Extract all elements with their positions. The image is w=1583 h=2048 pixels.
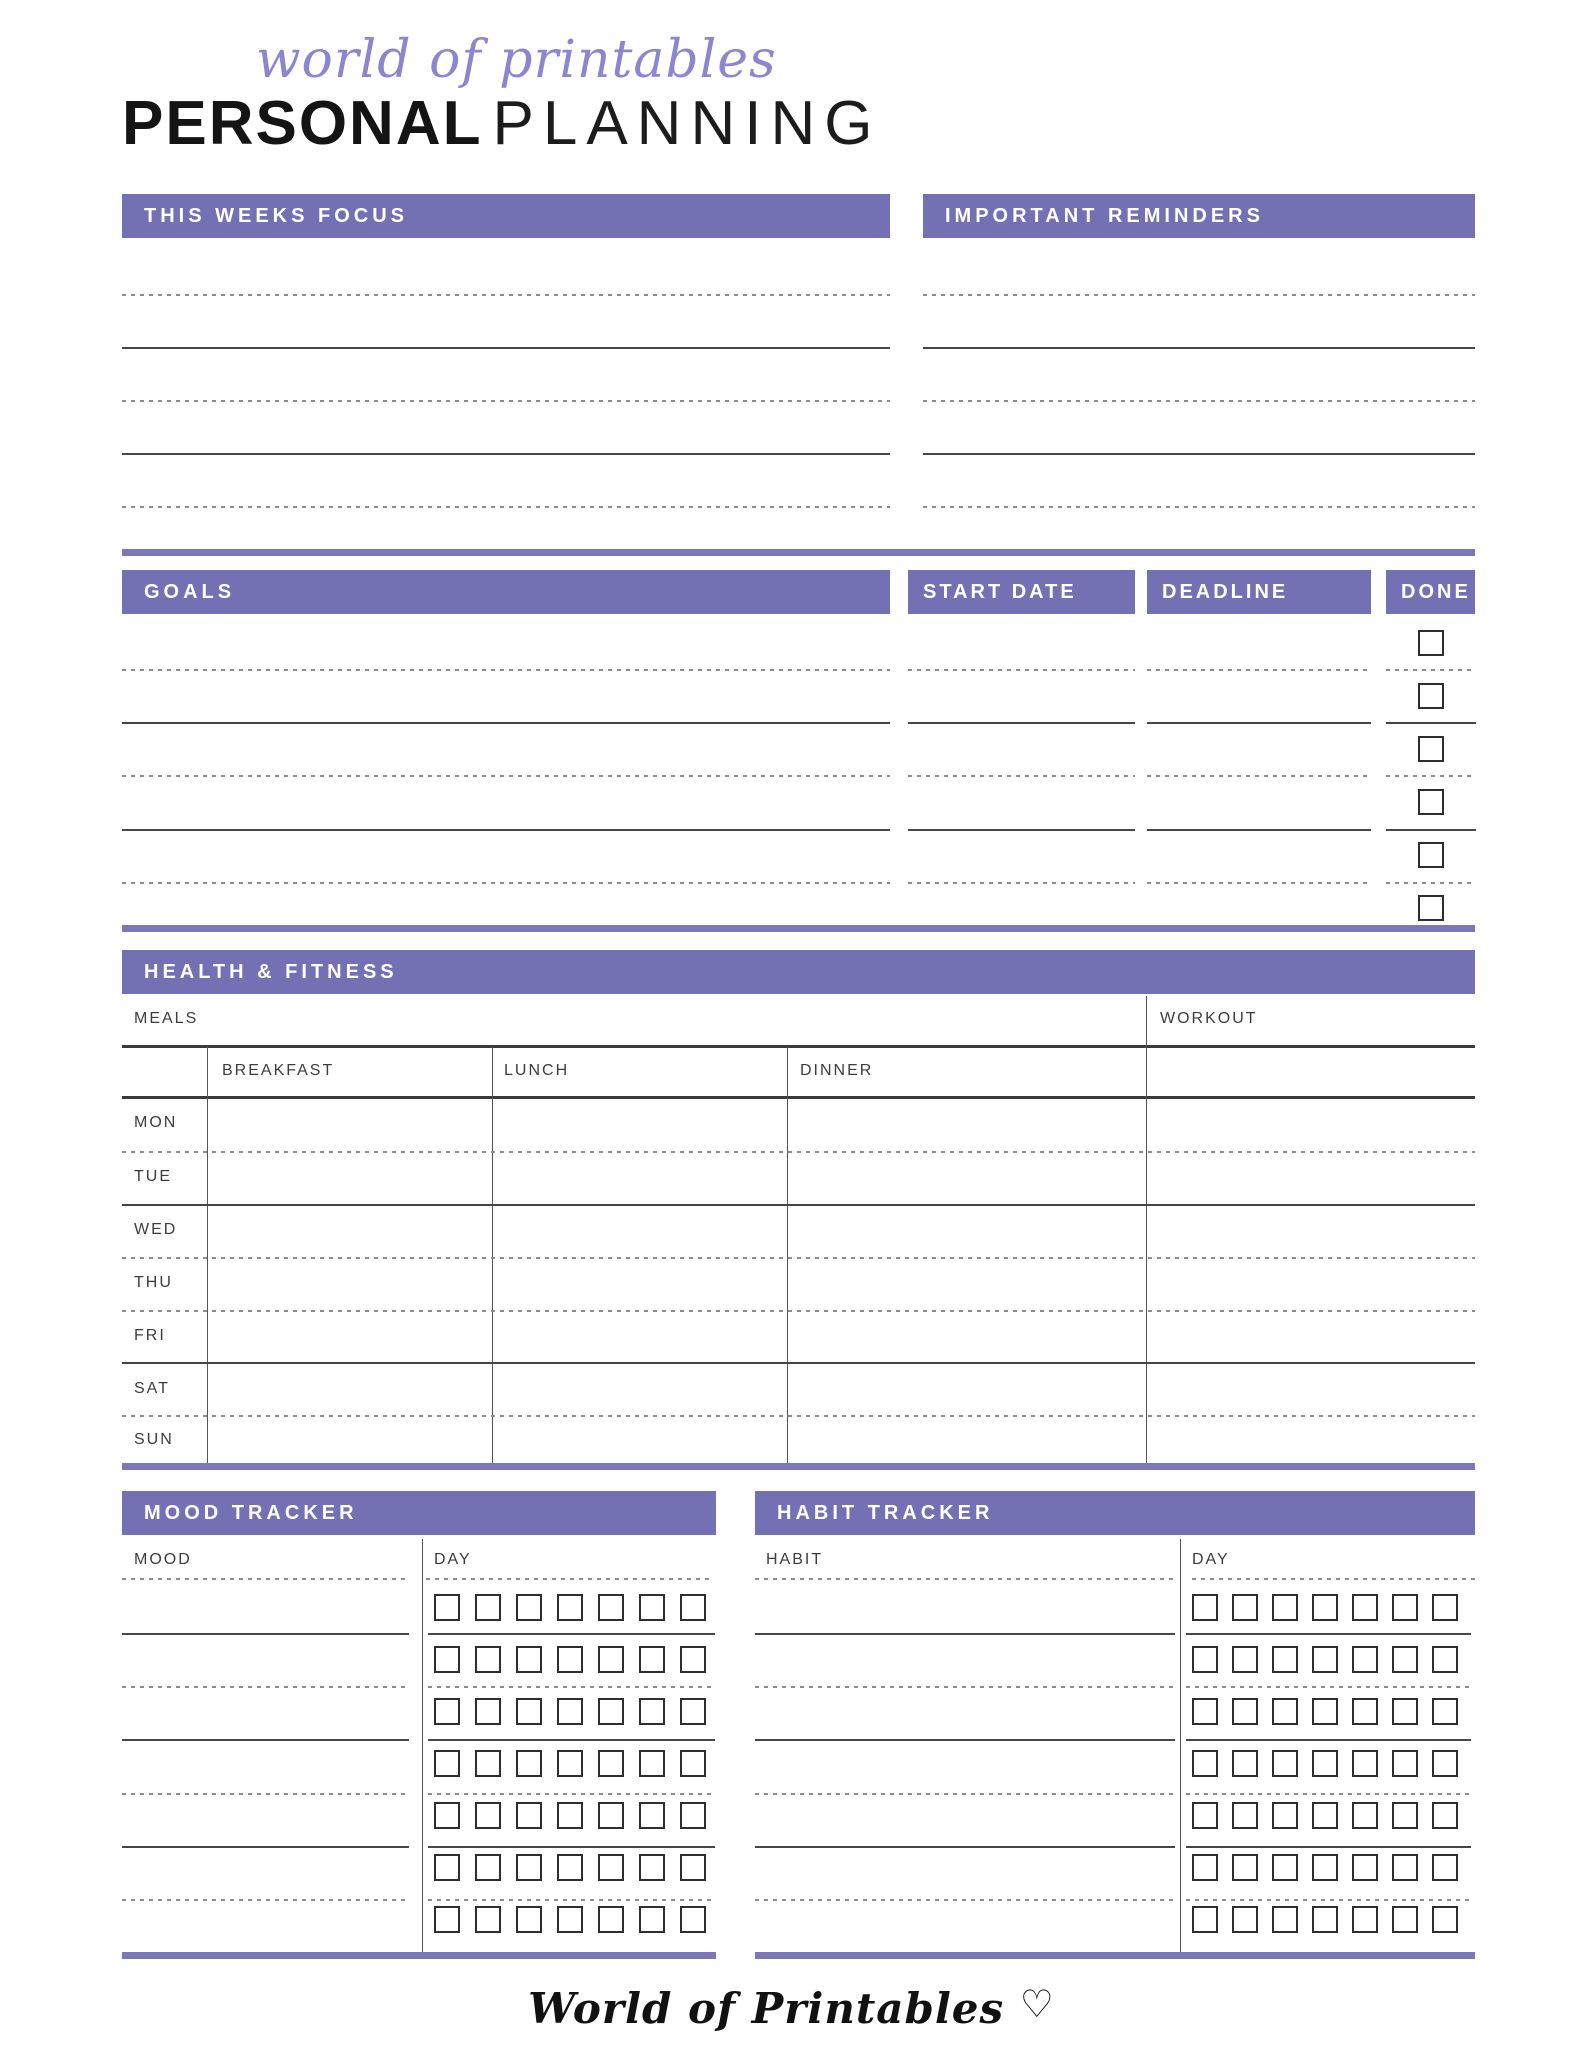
mood-day-checkbox[interactable]: [557, 1906, 583, 1933]
meal-table-header-border: [122, 1096, 1475, 1099]
habit-tracker-bottom-rule: [755, 1952, 1475, 1959]
habit-day-checkbox[interactable]: [1232, 1906, 1258, 1933]
habit-checkbox-row: [1192, 1646, 1458, 1673]
habit-day-checkbox[interactable]: [1432, 1854, 1458, 1881]
mood-day-checkbox[interactable]: [516, 1646, 542, 1673]
habit-writing-line: [755, 1633, 1175, 1635]
focus-line-row: [122, 506, 1475, 508]
meal-row-separator: [122, 1204, 1475, 1206]
habit-checkbox-row: [1192, 1906, 1458, 1933]
mood-checkbox-row: [434, 1646, 706, 1673]
habit-day-checkbox[interactable]: [1312, 1802, 1338, 1829]
focus-writing-line: [122, 400, 890, 402]
goal-row-line: [122, 775, 1476, 777]
meal-row-separator: [122, 1151, 1475, 1153]
habit-writing-line: [755, 1846, 1175, 1848]
focus-line-row: [122, 453, 1475, 455]
habit-day-checkbox[interactable]: [1392, 1854, 1418, 1881]
reminders-writing-line: [923, 347, 1475, 349]
habit-writing-line: [755, 1739, 1175, 1741]
mood-day-checkbox[interactable]: [434, 1594, 460, 1621]
mood-day-underline: [426, 1578, 714, 1580]
footer-brand-text: World of Printables: [528, 1984, 1005, 2033]
mood-day-checkbox[interactable]: [557, 1750, 583, 1777]
mood-day-checkbox[interactable]: [680, 1594, 706, 1621]
deadline-column-header: DEADLINE: [1147, 570, 1371, 614]
goal-writing-line: [122, 722, 890, 724]
workout-label: WORKOUT: [1160, 1010, 1258, 1027]
habit-day-checkbox[interactable]: [1232, 1802, 1258, 1829]
mood-day-checkbox[interactable]: [680, 1750, 706, 1777]
meal-row-separator: [122, 1415, 1475, 1417]
goal-writing-line: [122, 775, 890, 777]
goal-writing-line: [122, 829, 890, 831]
habit-tracker-header: HABIT TRACKER: [755, 1491, 1475, 1535]
page-title: [122, 88, 881, 159]
mood-checkbox-row: [434, 1906, 706, 1933]
deadline-writing-line: [1147, 882, 1371, 884]
deadline-writing-line: [1147, 829, 1371, 831]
mood-day-checkbox[interactable]: [639, 1854, 665, 1881]
mood-day-checkbox[interactable]: [475, 1906, 501, 1933]
meal-row-line: [122, 1362, 1475, 1364]
done-checkbox[interactable]: [1418, 842, 1444, 868]
mood-day-checkbox[interactable]: [598, 1906, 624, 1933]
mood-writing-line: [122, 1633, 409, 1635]
habit-day-underline: [1192, 1578, 1475, 1580]
habit-day-checkbox[interactable]: [1272, 1646, 1298, 1673]
mood-day-checkbox[interactable]: [434, 1854, 460, 1881]
focus-writing-line: [122, 294, 890, 296]
habit-day-checkbox[interactable]: [1392, 1698, 1418, 1725]
focus-line-row: [122, 294, 1475, 296]
mood-checkbox-row: [434, 1802, 706, 1829]
habit-day-checkbox[interactable]: [1352, 1698, 1378, 1725]
section-divider-rule: [122, 549, 1475, 556]
done-checkbox[interactable]: [1418, 736, 1444, 762]
meal-row-separator: [122, 1310, 1475, 1312]
habit-day-checkbox[interactable]: [1392, 1594, 1418, 1621]
habit-day-checkbox[interactable]: [1352, 1802, 1378, 1829]
mood-day-checkbox[interactable]: [598, 1594, 624, 1621]
habit-underline: [755, 1578, 1177, 1580]
habit-day-checkbox[interactable]: [1272, 1594, 1298, 1621]
focus-writing-line: [122, 453, 890, 455]
health-section-header: HEALTH & FITNESS: [122, 950, 1475, 994]
habit-day-checkbox[interactable]: [1192, 1854, 1218, 1881]
breakfast-column-label: BREAKFAST: [222, 1062, 335, 1079]
habit-day-checkbox[interactable]: [1232, 1750, 1258, 1777]
mood-day-checkbox[interactable]: [516, 1906, 542, 1933]
mood-day-checkbox[interactable]: [639, 1802, 665, 1829]
reminders-writing-line: [923, 453, 1475, 455]
goal-writing-line: [122, 669, 890, 671]
mood-day-checkbox[interactable]: [598, 1750, 624, 1777]
meal-row-line: [122, 1310, 1475, 1312]
mood-tracker-vertical-divider: [422, 1539, 423, 1952]
heart-icon: ♡: [1019, 1982, 1055, 2026]
meal-table-vertical-divider: [787, 1047, 788, 1463]
habit-day-checkbox[interactable]: [1432, 1750, 1458, 1777]
section-divider-rule: [122, 1463, 1475, 1470]
mood-day-checkbox-grid: [434, 1594, 706, 1933]
habit-day-checkbox[interactable]: [1192, 1906, 1218, 1933]
goal-row-line: [122, 722, 1476, 724]
focus-writing-line: [122, 506, 890, 508]
reminders-writing-line: [923, 506, 1475, 508]
habit-day-checkbox-grid: [1192, 1594, 1458, 1933]
habit-day-checkbox[interactable]: [1352, 1594, 1378, 1621]
habit-checkbox-row: [1192, 1698, 1458, 1725]
mood-day-checkbox[interactable]: [557, 1594, 583, 1621]
mood-day-checkbox[interactable]: [475, 1750, 501, 1777]
mood-day-checkbox[interactable]: [557, 1802, 583, 1829]
mood-day-checkbox[interactable]: [639, 1698, 665, 1725]
habit-day-checkbox[interactable]: [1312, 1646, 1338, 1673]
focus-line-row: [122, 400, 1475, 402]
habit-day-checkbox[interactable]: [1352, 1646, 1378, 1673]
habit-day-checkbox[interactable]: [1192, 1802, 1218, 1829]
habit-checkbox-row: [1192, 1802, 1458, 1829]
start-date-writing-line: [908, 829, 1135, 831]
mood-underline: [122, 1578, 409, 1580]
page-title-light: PLANNING: [492, 89, 882, 158]
habit-day-checkbox[interactable]: [1312, 1906, 1338, 1933]
mood-day-checkbox[interactable]: [516, 1750, 542, 1777]
mood-writing-line: [122, 1846, 409, 1848]
mood-day-checkbox[interactable]: [680, 1906, 706, 1933]
mood-day-checkbox[interactable]: [516, 1698, 542, 1725]
mood-day-checkbox[interactable]: [475, 1698, 501, 1725]
goal-row-line: [122, 882, 1476, 884]
habit-day-checkbox[interactable]: [1192, 1594, 1218, 1621]
mood-day-checkbox[interactable]: [516, 1854, 542, 1881]
deadline-writing-line: [1147, 669, 1371, 671]
day-row-label: THU: [134, 1274, 173, 1291]
start-date-writing-line: [908, 775, 1135, 777]
done-checkbox-column: [1418, 630, 1444, 921]
mood-day-checkbox[interactable]: [680, 1646, 706, 1673]
mood-day-checkbox[interactable]: [598, 1802, 624, 1829]
habit-day-checkbox[interactable]: [1272, 1698, 1298, 1725]
mood-day-checkbox[interactable]: [598, 1854, 624, 1881]
start-date-writing-line: [908, 722, 1135, 724]
mood-day-column-label: DAY: [434, 1551, 472, 1568]
habit-day-checkbox[interactable]: [1272, 1906, 1298, 1933]
habit-day-checkbox[interactable]: [1232, 1854, 1258, 1881]
done-checkbox[interactable]: [1418, 630, 1444, 656]
mood-day-checkbox[interactable]: [598, 1698, 624, 1725]
habit-day-column-label: DAY: [1192, 1551, 1230, 1568]
mood-day-checkbox[interactable]: [680, 1698, 706, 1725]
mood-day-checkbox[interactable]: [434, 1906, 460, 1933]
mood-day-checkbox[interactable]: [475, 1854, 501, 1881]
goals-column-header: GOALS: [122, 570, 890, 614]
habit-day-checkbox[interactable]: [1352, 1906, 1378, 1933]
mood-day-checkbox[interactable]: [516, 1594, 542, 1621]
goal-writing-line: [122, 882, 890, 884]
habit-writing-line: [755, 1899, 1175, 1901]
habit-writing-line: [755, 1793, 1175, 1795]
habit-day-checkbox[interactable]: [1432, 1594, 1458, 1621]
habit-day-checkbox[interactable]: [1432, 1802, 1458, 1829]
meal-row-line: [122, 1204, 1475, 1206]
habit-day-checkbox[interactable]: [1232, 1646, 1258, 1673]
start-date-column-header: START DATE: [908, 570, 1135, 614]
habit-day-checkbox[interactable]: [1272, 1750, 1298, 1777]
focus-section-header: THIS WEEKS FOCUS: [122, 194, 890, 238]
mood-day-checkbox[interactable]: [475, 1594, 501, 1621]
mood-day-checkbox[interactable]: [557, 1698, 583, 1725]
mood-day-checkbox[interactable]: [434, 1750, 460, 1777]
meal-row-separator: [122, 1362, 1475, 1364]
dinner-column-label: DINNER: [800, 1062, 874, 1079]
habit-day-checkbox[interactable]: [1192, 1750, 1218, 1777]
day-row-label: WED: [134, 1221, 178, 1238]
section-divider-rule: [122, 925, 1475, 932]
meal-row-line: [122, 1151, 1475, 1153]
habit-column-label: HABIT: [766, 1551, 824, 1568]
mood-day-checkbox[interactable]: [434, 1802, 460, 1829]
mood-day-checkbox[interactable]: [557, 1854, 583, 1881]
habit-day-checkbox[interactable]: [1432, 1646, 1458, 1673]
deadline-writing-line: [1147, 775, 1371, 777]
habit-checkbox-row: [1192, 1854, 1458, 1881]
habit-day-checkbox[interactable]: [1432, 1906, 1458, 1933]
mood-day-checkbox[interactable]: [639, 1906, 665, 1933]
mood-writing-line: [122, 1686, 409, 1688]
lunch-column-label: LUNCH: [504, 1062, 570, 1079]
mood-day-checkbox[interactable]: [516, 1802, 542, 1829]
habit-day-checkbox[interactable]: [1352, 1854, 1378, 1881]
day-row-label: SAT: [134, 1380, 170, 1397]
day-row-label: TUE: [134, 1168, 172, 1185]
mood-checkbox-row: [434, 1750, 706, 1777]
mood-writing-line: [122, 1899, 409, 1901]
meal-table-top-border: [122, 1045, 1475, 1048]
habit-day-checkbox[interactable]: [1192, 1646, 1218, 1673]
mood-checkbox-row: [434, 1698, 706, 1725]
mood-day-checkbox[interactable]: [475, 1802, 501, 1829]
habit-day-checkbox[interactable]: [1312, 1594, 1338, 1621]
day-row-label: SUN: [134, 1431, 174, 1448]
habit-writing-line: [755, 1686, 1175, 1688]
reminders-section-header: IMPORTANT REMINDERS: [923, 194, 1475, 238]
mood-writing-line: [122, 1739, 409, 1741]
reminders-writing-line: [923, 400, 1475, 402]
day-row-label: FRI: [134, 1327, 166, 1344]
habit-checkbox-row: [1192, 1750, 1458, 1777]
meal-row-line: [122, 1257, 1475, 1259]
habit-day-checkbox[interactable]: [1272, 1802, 1298, 1829]
workout-vertical-divider: [1146, 996, 1147, 1463]
focus-writing-line: [122, 347, 890, 349]
day-row-label: MON: [134, 1114, 178, 1131]
mood-checkbox-row: [434, 1854, 706, 1881]
mood-checkbox-row: [434, 1594, 706, 1621]
done-checkbox[interactable]: [1418, 789, 1444, 815]
habit-day-checkbox[interactable]: [1392, 1646, 1418, 1673]
done-column-header: DONE: [1386, 570, 1475, 614]
brand-script-logo: world of printables: [256, 30, 777, 90]
mood-day-checkbox[interactable]: [598, 1646, 624, 1673]
mood-day-checkbox[interactable]: [557, 1646, 583, 1673]
mood-day-checkbox[interactable]: [475, 1646, 501, 1673]
habit-day-checkbox[interactable]: [1352, 1750, 1378, 1777]
meal-row-separator: [122, 1257, 1475, 1259]
mood-column-label: MOOD: [134, 1551, 192, 1568]
meal-table-vertical-divider: [492, 1047, 493, 1463]
meals-label: MEALS: [134, 1010, 199, 1027]
habit-day-checkbox[interactable]: [1312, 1698, 1338, 1725]
habit-day-checkbox[interactable]: [1312, 1750, 1338, 1777]
habit-day-checkbox[interactable]: [1192, 1698, 1218, 1725]
habit-day-checkbox[interactable]: [1232, 1698, 1258, 1725]
mood-day-checkbox[interactable]: [639, 1646, 665, 1673]
mood-day-checkbox[interactable]: [639, 1594, 665, 1621]
done-checkbox[interactable]: [1418, 683, 1444, 709]
done-checkbox[interactable]: [1418, 895, 1444, 921]
mood-day-checkbox[interactable]: [434, 1646, 460, 1673]
habit-tracker-vertical-divider: [1180, 1539, 1181, 1952]
meal-table-vertical-divider: [207, 1047, 208, 1463]
mood-tracker-header: MOOD TRACKER: [122, 1491, 716, 1535]
mood-day-checkbox[interactable]: [680, 1854, 706, 1881]
meal-row-line: [122, 1415, 1475, 1417]
mood-day-checkbox[interactable]: [680, 1802, 706, 1829]
start-date-writing-line: [908, 882, 1135, 884]
habit-day-checkbox[interactable]: [1392, 1906, 1418, 1933]
focus-line-row: [122, 347, 1475, 349]
mood-day-checkbox[interactable]: [434, 1698, 460, 1725]
habit-day-checkbox[interactable]: [1272, 1854, 1298, 1881]
goal-row-line: [122, 829, 1476, 831]
habit-day-checkbox[interactable]: [1312, 1854, 1338, 1881]
habit-day-checkbox[interactable]: [1232, 1594, 1258, 1621]
habit-checkbox-row: [1192, 1594, 1458, 1621]
start-date-writing-line: [908, 669, 1135, 671]
deadline-writing-line: [1147, 722, 1371, 724]
footer-logo: [0, 1982, 1583, 2033]
page-title-bold: PERSONAL: [122, 89, 483, 158]
mood-day-checkbox[interactable]: [639, 1750, 665, 1777]
habit-day-checkbox[interactable]: [1432, 1698, 1458, 1725]
reminders-writing-line: [923, 294, 1475, 296]
goal-row-line: [122, 669, 1476, 671]
tracker-label-underline-row: [122, 1578, 1475, 1580]
mood-writing-line: [122, 1793, 409, 1795]
mood-tracker-bottom-rule: [122, 1952, 716, 1959]
habit-day-checkbox[interactable]: [1392, 1802, 1418, 1829]
habit-day-checkbox[interactable]: [1392, 1750, 1418, 1777]
